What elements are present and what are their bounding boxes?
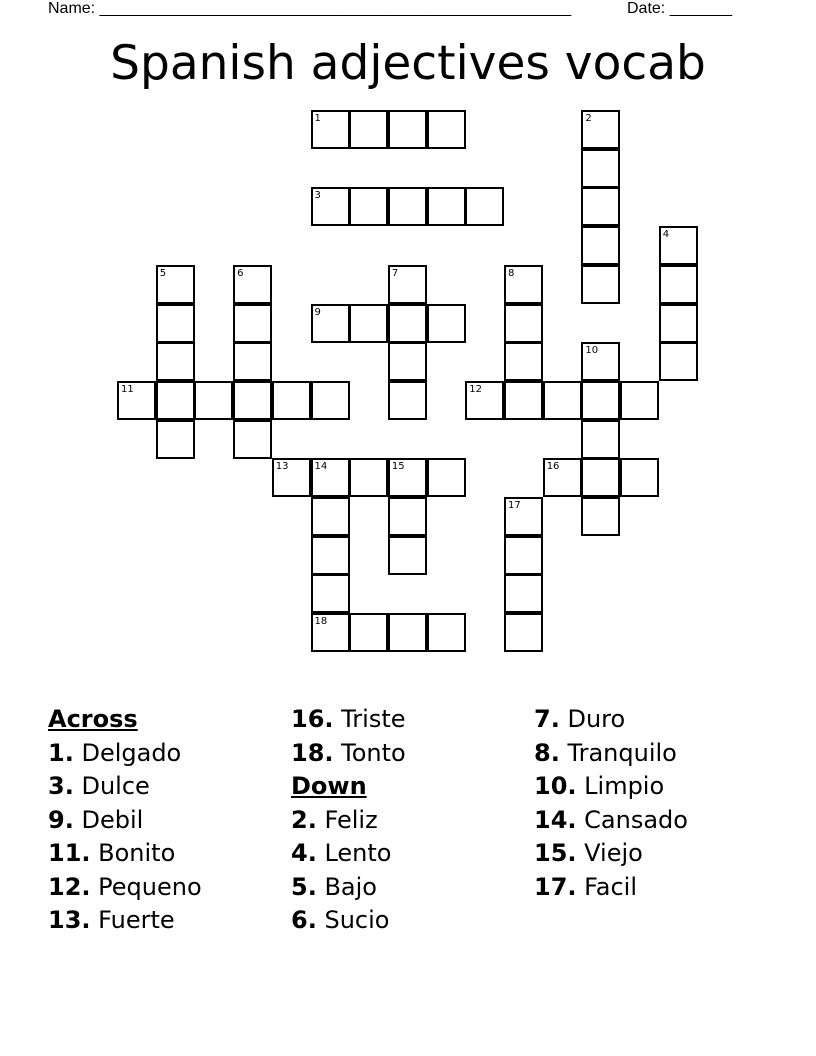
clue-number: 14. xyxy=(534,805,577,834)
grid-cell[interactable] xyxy=(156,342,195,381)
clue-down-17 xyxy=(534,871,774,905)
grid-cell[interactable] xyxy=(117,381,156,420)
clue-down-2 xyxy=(291,804,531,838)
grid-cell[interactable] xyxy=(311,304,350,343)
grid-number: 12 xyxy=(469,383,483,395)
grid-cell[interactable] xyxy=(581,187,620,226)
grid-cell[interactable] xyxy=(388,381,427,420)
grid-cell[interactable] xyxy=(388,497,427,536)
grid-cell[interactable] xyxy=(465,381,504,420)
grid-cell[interactable] xyxy=(156,420,195,459)
grid-cell[interactable] xyxy=(659,342,698,381)
grid-cell[interactable] xyxy=(388,458,427,497)
clue-down-10 xyxy=(534,770,774,804)
grid-cell[interactable] xyxy=(233,265,272,304)
grid-number: 14 xyxy=(314,461,328,473)
clue-number: 6. xyxy=(291,906,317,934)
clue-number: 4. xyxy=(291,839,317,867)
clue-number: 1. xyxy=(48,738,74,767)
clue-down-5 xyxy=(291,871,531,905)
grid-cell[interactable] xyxy=(272,458,311,497)
grid-number: 16 xyxy=(546,461,560,473)
grid-cell[interactable] xyxy=(581,265,620,304)
grid-number: 7 xyxy=(391,267,399,279)
clue-across-9 xyxy=(48,804,288,838)
clue-number: 15. xyxy=(534,839,577,867)
grid-cell[interactable] xyxy=(156,265,195,304)
grid-cell[interactable] xyxy=(427,458,466,497)
clue-down-6 xyxy=(291,904,531,938)
grid-cell[interactable] xyxy=(311,574,350,613)
clue-text: Fuerte xyxy=(98,906,175,934)
grid-number: 17 xyxy=(508,500,521,511)
grid-cell[interactable] xyxy=(659,304,698,343)
clue-text: Bonito xyxy=(98,839,176,867)
grid-cell[interactable] xyxy=(349,458,388,497)
grid-cell[interactable] xyxy=(349,187,388,226)
clue-number: 11. xyxy=(48,839,91,867)
clue-text: Delgado xyxy=(81,738,182,767)
clue-across-3 xyxy=(48,770,288,804)
clue-text: Bajo xyxy=(324,872,377,901)
clue-across-1 xyxy=(48,737,288,771)
grid-cell[interactable] xyxy=(194,381,233,420)
clue-text: Duro xyxy=(567,705,626,733)
grid-cell[interactable] xyxy=(620,458,659,497)
grid-cell[interactable] xyxy=(272,381,311,420)
clue-text: Facil xyxy=(584,872,637,901)
clue-down-7 xyxy=(534,703,774,737)
grid-cell[interactable] xyxy=(504,497,543,536)
clue-across-18 xyxy=(291,737,531,771)
grid-cell[interactable] xyxy=(311,187,350,226)
grid-cell[interactable] xyxy=(311,381,350,420)
grid-cell[interactable] xyxy=(581,497,620,536)
clue-number: 10. xyxy=(534,772,577,800)
clue-number: 2. xyxy=(291,805,317,834)
page-title: Spanish adjectives vocab xyxy=(110,36,706,91)
grid-cell[interactable] xyxy=(581,342,620,381)
grid-cell[interactable] xyxy=(311,110,350,149)
date-field[interactable]: Date: _______ xyxy=(627,0,732,17)
grid-cell[interactable] xyxy=(659,226,698,265)
grid-number: 9 xyxy=(314,306,321,318)
grid-cell[interactable] xyxy=(388,342,427,381)
grid-cell[interactable] xyxy=(581,226,620,265)
clue-number: 5. xyxy=(291,872,317,901)
grid-number: 18 xyxy=(314,616,328,628)
clue-number: 3. xyxy=(48,772,74,800)
clue-number: 8. xyxy=(534,738,560,767)
grid-cell[interactable] xyxy=(388,110,427,149)
grid-cell[interactable] xyxy=(233,304,272,343)
clue-across-13 xyxy=(48,904,288,938)
clue-number: 9. xyxy=(48,805,74,834)
grid-number: 1 xyxy=(314,113,321,124)
grid-number: 2 xyxy=(585,113,592,124)
grid-number: 6 xyxy=(237,267,244,279)
grid-cell[interactable] xyxy=(543,458,582,497)
grid-cell[interactable] xyxy=(233,381,272,420)
grid-cell[interactable] xyxy=(581,110,620,149)
clue-text: Tranquilo xyxy=(567,738,677,767)
grid-number: 8 xyxy=(508,267,515,279)
clue-number: 16. xyxy=(291,705,334,733)
grid-cell[interactable] xyxy=(388,613,427,652)
clue-text: Feliz xyxy=(324,805,378,834)
grid-cell[interactable] xyxy=(349,110,388,149)
grid-number: 3 xyxy=(314,190,321,202)
clue-text: Dulce xyxy=(81,772,150,800)
clue-down-4 xyxy=(291,837,531,871)
grid-cell[interactable] xyxy=(427,110,466,149)
grid-cell[interactable] xyxy=(388,265,427,304)
clue-text: Lento xyxy=(324,839,392,867)
grid-number: 4 xyxy=(662,229,670,241)
down-heading: Down xyxy=(291,772,367,800)
grid-cell[interactable] xyxy=(543,381,582,420)
grid-cell[interactable] xyxy=(311,613,350,652)
grid-cell[interactable] xyxy=(581,149,620,188)
grid-cell[interactable] xyxy=(581,420,620,459)
grid-cell[interactable] xyxy=(427,613,466,652)
name-field[interactable]: Name: _____________________________________________________ xyxy=(48,0,572,17)
grid-cell[interactable] xyxy=(349,304,388,343)
clue-number: 12. xyxy=(48,872,91,901)
grid-cell[interactable] xyxy=(581,458,620,497)
clue-down-14 xyxy=(534,804,774,838)
grid-number: 11 xyxy=(121,383,134,395)
grid-number: 13 xyxy=(275,461,289,473)
grid-cell[interactable] xyxy=(156,304,195,343)
grid-cell[interactable] xyxy=(504,381,543,420)
clue-down-15 xyxy=(534,837,774,871)
clue-number: 17. xyxy=(534,872,577,901)
across-heading: Across xyxy=(48,705,138,733)
grid-cell[interactable] xyxy=(311,497,350,536)
grid-cell[interactable] xyxy=(504,265,543,304)
clue-down-8 xyxy=(534,737,774,771)
grid-number: 10 xyxy=(585,345,599,357)
grid-cell[interactable] xyxy=(233,342,272,381)
clue-text: Tonto xyxy=(341,738,406,767)
grid-cell[interactable] xyxy=(659,265,698,304)
grid-cell[interactable] xyxy=(504,574,543,613)
grid-cell[interactable] xyxy=(504,304,543,343)
grid-cell[interactable] xyxy=(427,304,466,343)
clue-text: Limpio xyxy=(584,772,665,800)
grid-cell[interactable] xyxy=(427,187,466,226)
clue-number: 13. xyxy=(48,906,91,934)
clue-number: 7. xyxy=(534,705,560,733)
grid-cell[interactable] xyxy=(311,458,350,497)
grid-cell[interactable] xyxy=(156,381,195,420)
grid-cell[interactable] xyxy=(349,613,388,652)
grid-cell[interactable] xyxy=(311,536,350,575)
grid-cell[interactable] xyxy=(504,613,543,652)
grid-cell[interactable] xyxy=(504,342,543,381)
clue-text: Cansado xyxy=(584,805,688,834)
clue-across-16 xyxy=(291,703,531,737)
grid-number: 15 xyxy=(391,461,405,473)
grid-cell[interactable] xyxy=(465,187,504,226)
clue-text: Debil xyxy=(81,805,144,834)
grid-cell[interactable] xyxy=(388,304,427,343)
grid-cell[interactable] xyxy=(504,536,543,575)
grid-number: 5 xyxy=(159,267,167,279)
clue-text: Sucio xyxy=(324,906,390,934)
clues-column-1 xyxy=(48,703,288,938)
clue-text: Triste xyxy=(341,705,406,733)
clues-column-3 xyxy=(534,703,774,904)
clue-across-11 xyxy=(48,837,288,871)
clue-across-12 xyxy=(48,871,288,905)
clues-column-2 xyxy=(291,703,531,938)
clue-text: Pequeno xyxy=(98,872,202,901)
grid-cell[interactable] xyxy=(388,187,427,226)
grid-cell[interactable] xyxy=(581,381,620,420)
clue-text: Viejo xyxy=(584,839,643,867)
clue-number: 18. xyxy=(291,738,334,767)
grid-cell[interactable] xyxy=(233,420,272,459)
grid-cell[interactable] xyxy=(388,536,427,575)
grid-cell[interactable] xyxy=(620,381,659,420)
